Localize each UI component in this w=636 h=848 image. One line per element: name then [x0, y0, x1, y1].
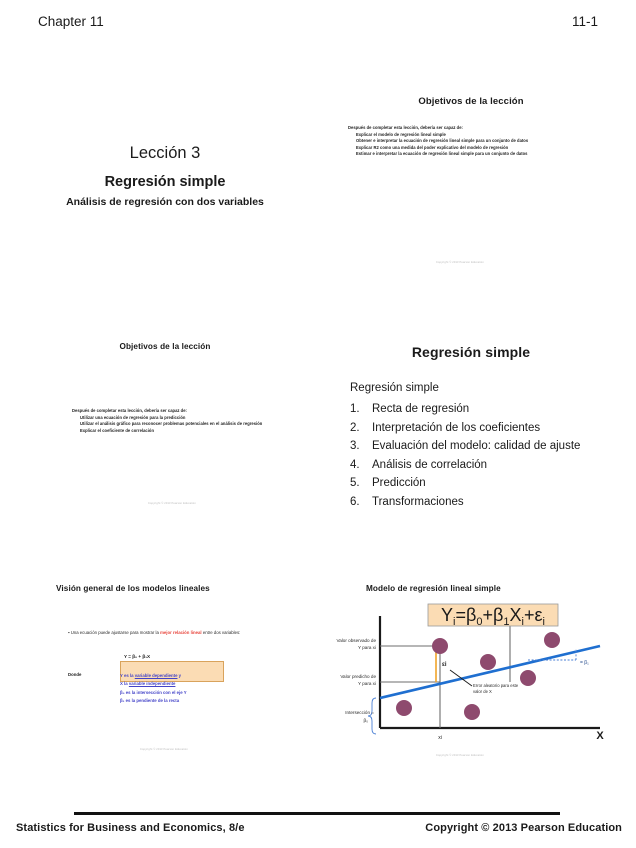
page-header: [0, 14, 636, 36]
predicted-label-line1: Valor predicho de: [340, 674, 376, 679]
slide-linear-models-overview: [20, 572, 310, 772]
list-item: [350, 476, 600, 490]
bullet-text-post: entre dos variables:: [201, 630, 241, 635]
agenda-lead: Regresión simple: [350, 382, 439, 394]
linear-equation: Y = β₀ + β₁X: [124, 654, 151, 659]
header-page-number: 11-1: [571, 14, 598, 29]
list-item: Explicar el coeficiente de correlación: [80, 427, 155, 433]
slide-copyright: Copyright © 2013 Pearson Education: [148, 502, 196, 505]
slide-heading: Objetivos de la lección: [418, 96, 524, 107]
list-item-number: 3.: [350, 440, 360, 453]
page-footer: [0, 822, 636, 840]
footer-book-title: Statistics for Business and Economics, 8/e: [16, 822, 245, 834]
definition-pre: X la: [120, 681, 129, 687]
bullet-marker: ▪: [68, 630, 71, 635]
list-item: [350, 402, 600, 416]
slide-title-heading: Regresión simple: [104, 174, 226, 190]
data-point: [464, 704, 480, 720]
list-item-label: Análisis de correlación: [372, 458, 488, 471]
slide-copyright: Copyright © 2013 Pearson Education: [140, 748, 188, 751]
slide-objectives-1: [326, 88, 616, 278]
list-item-label: Recta de regresión: [372, 403, 470, 415]
data-point: [432, 638, 448, 654]
epsilon-label: εi: [442, 662, 447, 668]
observed-label-line1: Valor observado de: [336, 638, 376, 643]
slide-copyright: Copyright © 2013 Pearson Education: [436, 754, 484, 757]
definition-item: [120, 680, 310, 688]
list-item-label: Interpretación de los coeficientes: [372, 421, 541, 434]
list-item: Utilizar una ecuación de regresión para la predicción: [80, 415, 186, 420]
slide-title-lesson: Lección 3: [129, 144, 201, 162]
data-point: [396, 700, 412, 716]
definition-item: β₀ es la intersección con el eje Y: [120, 689, 187, 695]
slide-agenda: [326, 330, 616, 530]
intercept-label-beta: β₀: [363, 718, 368, 723]
objectives-lead: Después de completar esta lección, debería ser capaz de:: [348, 125, 463, 130]
objectives-list: [80, 415, 295, 434]
list-item: Explicar R2 como una medida del poder explicativo del modelo de regresión: [356, 144, 509, 150]
x-axis-label: X: [596, 730, 604, 742]
list-item-label: Transformaciones: [372, 495, 464, 508]
definition-item: [120, 672, 310, 680]
slide-objectives-2: [20, 330, 310, 520]
list-item-number: 4.: [350, 458, 360, 471]
intercept-bracket: [368, 698, 376, 734]
intercept-label: Intersección =: [345, 710, 374, 715]
predicted-label-line2: Y para xi: [357, 681, 376, 686]
list-item-number: 6.: [350, 495, 360, 508]
agenda-list: [350, 402, 600, 513]
error-label-line2: valor de X: [473, 689, 492, 694]
slide-heading: Objetivos de la lección: [119, 342, 211, 351]
regression-diagram: [332, 602, 616, 752]
list-item-label: Predicción: [372, 477, 426, 490]
objectives-list: [356, 132, 576, 157]
regression-chart-svg: [332, 602, 616, 752]
slide-heading: Visión general de los modelos lineales: [56, 584, 210, 593]
list-item-number: 5.: [350, 477, 360, 490]
observed-label-line2: Y para xi: [357, 645, 376, 650]
data-point: [480, 654, 496, 670]
definition-item: β₁ es la pendiente de la recta: [120, 698, 180, 704]
bullet-text-highlight: mejor relación lineal: [160, 630, 202, 635]
definition-post: y: [177, 673, 182, 678]
data-point: [544, 632, 560, 648]
list-item: [350, 439, 600, 453]
list-item-label: Evaluación del modelo: calidad de ajuste: [372, 440, 581, 453]
slide-copyright: Copyright © 2013 Pearson Education: [436, 261, 484, 264]
slide-heading: Regresión simple: [411, 344, 531, 360]
donde-label: Donde: [68, 672, 82, 677]
list-item: [350, 458, 600, 472]
slide-title-subtitle: Análisis de regresión con dos variables: [66, 196, 264, 208]
slide-title: [20, 88, 310, 278]
footer-divider: [74, 812, 560, 815]
list-item: Obtener e interpretar la ecuación de regresión lineal simple para un conjunto de datos: [356, 138, 529, 144]
overview-bullet: [68, 630, 298, 637]
bullet-text-pre: Una ecuación puede ajustarse para mostrar la: [70, 630, 161, 635]
header-chapter-label: Chapter 11: [38, 14, 104, 29]
footer-copyright: Copyright © 2013 Pearson Education: [425, 822, 622, 834]
slope-label: = β₁: [580, 660, 589, 666]
variable-definitions: [120, 672, 310, 706]
definition-pre: Y es la: [120, 673, 135, 678]
slide-heading: Modelo de regresión lineal simple: [366, 584, 501, 593]
definition-emphasis: variable dependiente: [134, 673, 178, 678]
list-item: [350, 421, 600, 435]
list-item: Utilizar el análisis gráfico para reconocer problemas potenciales en el análisis de regresión: [80, 421, 263, 427]
equation-text: $Y_i=\beta_0+\beta_1X_i+\varepsilon_i$: [441, 605, 545, 628]
list-item-number: 1.: [350, 403, 360, 415]
slide-regression-model: [326, 572, 616, 772]
list-item: Explicar el modelo de regresión lineal simple: [356, 132, 446, 137]
objectives-lead: Después de completar esta lección, debería ser capaz de:: [72, 408, 187, 413]
list-item: Estimar e interpretar la ecuación de regresión lineal simple para un conjunto de datos: [356, 151, 528, 157]
list-item: [350, 495, 600, 509]
x-tick-label: xi: [438, 735, 442, 741]
list-item-number: 2.: [350, 421, 360, 434]
data-point: [520, 670, 536, 686]
error-label-line1: Error aleatorio para este: [473, 683, 519, 688]
definition-emphasis: variable independiente: [128, 681, 176, 687]
